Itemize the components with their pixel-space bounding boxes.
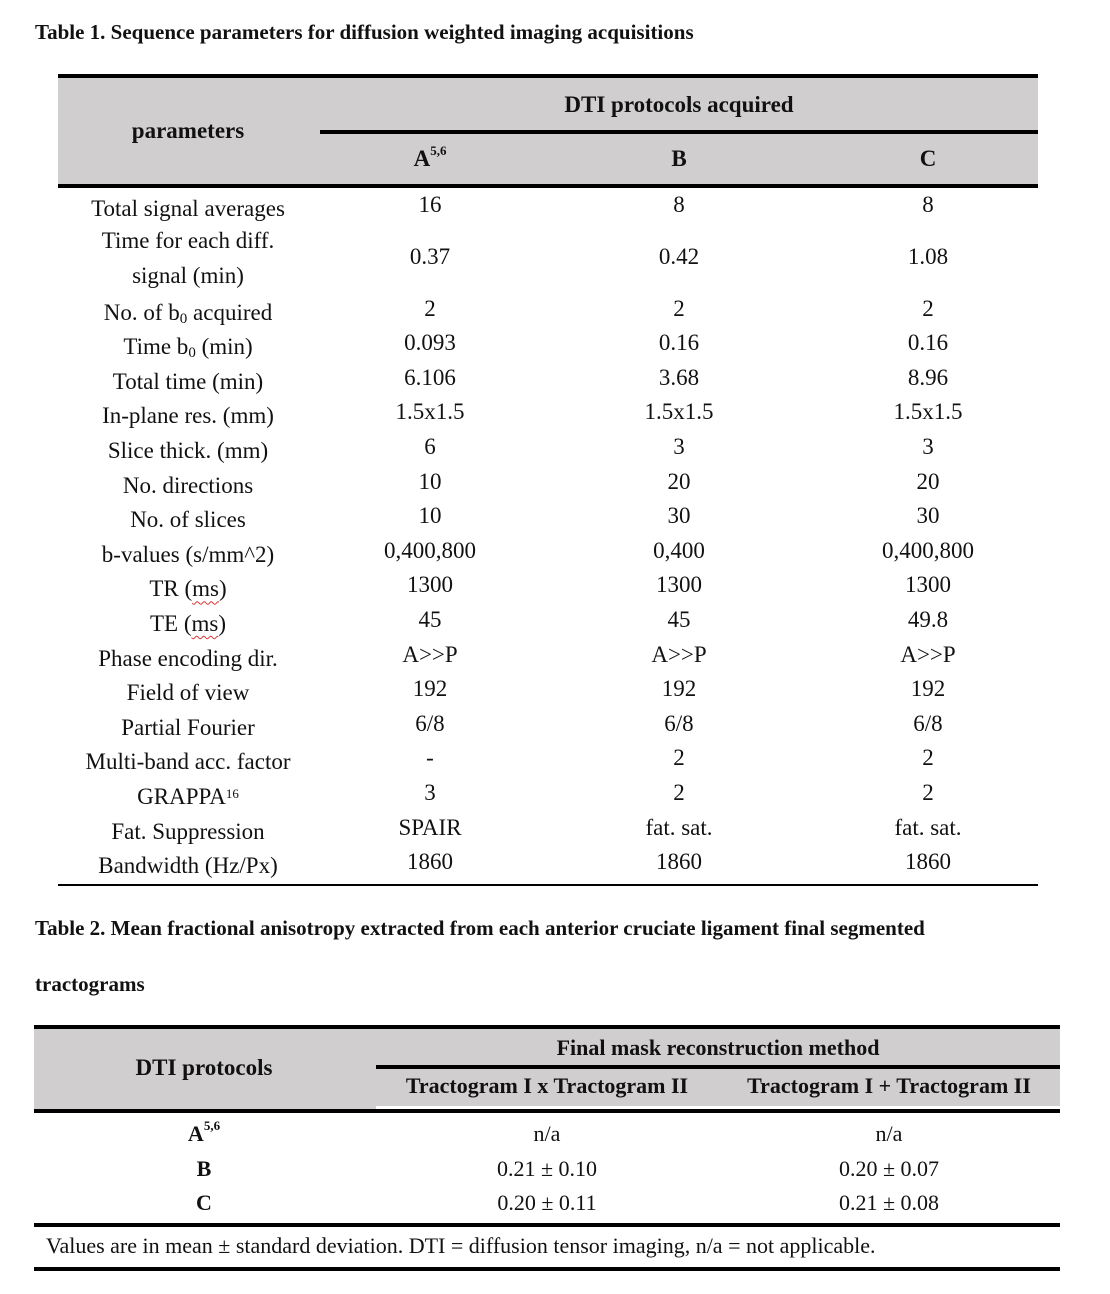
table1-body (58, 188, 1038, 886)
table2-column-header-union: Tractogram I + Tractogram II (747, 1073, 1031, 1098)
parameter-label: b-values (s/mm^2) (101, 541, 275, 567)
table1-parameter-cell (58, 503, 318, 537)
table2-protocols-header: DTI protocols (135, 1055, 273, 1080)
table2-value-cell: 0.20 ± 0.11 (497, 1190, 597, 1216)
table1-row (58, 741, 1038, 776)
table1-value-cell: 0.16 (658, 330, 700, 356)
table1-value-cell: 20 (916, 468, 940, 494)
table2-header (34, 1025, 1060, 1113)
table1-value-cell: 10 (418, 503, 442, 529)
table2-caption-continued: tractograms (35, 972, 145, 996)
parameter-label: TR ( (149, 576, 193, 602)
parameter-label: No. of slices (130, 507, 246, 533)
table1-value-cell: 1.08 (907, 243, 949, 269)
table1-row (58, 188, 1038, 223)
table1-value-cell: 6/8 (913, 710, 943, 736)
table1-value-cell: 49.8 (907, 606, 949, 632)
table1-value-cell: 192 (412, 676, 448, 702)
table1-value-cell: 1.5x1.5 (395, 399, 465, 425)
table2-value-cell: 0.20 ± 0.07 (838, 1155, 940, 1181)
table1-value-cell: 2 (673, 779, 685, 805)
parameter-label-tail: ) (218, 576, 227, 602)
table1-row (58, 223, 1038, 292)
table2-group-header: Final mask reconstruction method (556, 1035, 880, 1060)
table1-column-header-b: B (671, 146, 687, 171)
parameter-label: Time b (123, 334, 189, 360)
table1-parameter-cell (58, 192, 318, 226)
table1-value-cell: 0,400 (653, 537, 705, 563)
table1-parameter-cell (58, 538, 318, 572)
table2-column-header-intersection: Tractogram I x Tractogram II (405, 1073, 689, 1098)
table1-row (58, 361, 1038, 396)
table1-value-cell: fat. sat. (645, 814, 713, 840)
table1-value-cell: 6/8 (664, 710, 694, 736)
parameter-label: Total signal averages (91, 196, 285, 221)
table1-parameter-cell (58, 399, 318, 433)
table1-value-cell: 0,400,800 (882, 537, 974, 563)
table1-value-cell: 45 (667, 606, 691, 632)
table1-value-cell: 1860 (656, 849, 702, 875)
table1-value-cell: 8 (922, 192, 934, 217)
table2-header-divider (376, 1106, 1060, 1109)
table1-value-cell: 3 (424, 779, 436, 805)
subscript: 0 (188, 345, 196, 362)
parameter-label: Field of view (126, 680, 250, 706)
table1-value-cell: 2 (922, 779, 934, 805)
table1-value-cell: 2 (424, 295, 436, 321)
table1-value-cell: 10 (418, 468, 442, 494)
table1-value-cell: 192 (910, 676, 946, 702)
table1-value-cell: 192 (661, 676, 697, 702)
table1-parameter-cell (58, 780, 318, 814)
spellcheck-underlined-text: ms (192, 576, 219, 602)
parameter-label: Slice thick. (mm) (107, 437, 269, 463)
table1-value-cell: 0,400,800 (384, 537, 476, 563)
table1-value-cell: 1.5x1.5 (893, 399, 963, 425)
table1-parameter-cell (58, 365, 318, 399)
table1-parameter-cell (58, 572, 318, 606)
table1-value-cell: 1300 (656, 572, 702, 598)
table1-parameter-cell (58, 223, 318, 293)
table1-row (58, 465, 1038, 500)
table1-value-cell: 0.37 (409, 243, 451, 269)
table1-value-cell: 3.68 (658, 364, 700, 390)
table1-value-cell: 30 (667, 503, 691, 529)
table1-parameter-cell (58, 745, 318, 779)
table2 (34, 1025, 1060, 1271)
table1-row (58, 845, 1038, 880)
parameter-label: No. of b (103, 299, 180, 325)
table2-row (34, 1117, 1060, 1152)
table1-value-cell: 1300 (905, 572, 951, 598)
parameter-label-tail: (min) (195, 334, 253, 360)
parameter-label: Fat. Suppression (111, 818, 265, 844)
table1-value-cell: A>>P (402, 641, 458, 667)
table2-caption: Table 2. Mean fractional anisotropy extracted from each anterior cruciate ligament final segmented (35, 916, 925, 940)
table1-column-header-c: C (919, 146, 937, 171)
table1-value-cell: 8.96 (907, 364, 949, 390)
table1-column-header-a: A$^{5,6}$ (413, 143, 447, 171)
table2-footnote: Values are in mean ± standard deviation. DTI = diffusion tensor imaging, n/a = not applicable. (34, 1227, 1060, 1271)
table1-parameter-cell (58, 642, 318, 676)
table1-value-cell: SPAIR (398, 814, 462, 840)
table2-value-cell: n/a (875, 1121, 903, 1146)
table1-value-cell: A>>P (651, 641, 707, 667)
table1-parameters-header: parameters (131, 118, 245, 143)
table1-group-header: DTI protocols acquired (564, 92, 794, 117)
table1-value-cell: 16 (418, 192, 442, 217)
table1-value-cell: 0.093 (404, 330, 456, 356)
table1-value-cell: 6.106 (404, 364, 456, 390)
parameter-label: GRAPPA (137, 783, 226, 809)
table1-value-cell: 8 (673, 192, 685, 217)
table1-value-cell: 2 (673, 295, 685, 321)
table1-value-cell: 1860 (905, 849, 951, 875)
table2-value-cell: 0.21 ± 0.10 (496, 1155, 598, 1181)
table1-caption: Table 1. Sequence parameters for diffusion weighted imaging acquisitions (35, 20, 694, 44)
table1-row (58, 707, 1038, 742)
table1-value-cell: 2 (673, 745, 685, 771)
table1-value-cell: 6/8 (415, 710, 445, 736)
table1-row (58, 395, 1038, 430)
table1-value-cell: A>>P (900, 641, 956, 667)
parameter-label: Partial Fourier (121, 714, 255, 740)
parameter-label: TE ( (149, 610, 192, 636)
table1-parameter-cell (58, 434, 318, 468)
table2-group-rule (376, 1065, 1060, 1069)
table1-value-cell: 0.42 (658, 243, 700, 269)
table2-value-cell: n/a (533, 1121, 561, 1146)
table2-protocol-cell (34, 1118, 374, 1147)
table1-row (58, 292, 1038, 327)
table1-value-cell: 2 (922, 745, 934, 771)
table1-value-cell: fat. sat. (894, 814, 962, 840)
table1-value-cell: 45 (418, 606, 442, 632)
protocol-label: C (196, 1190, 212, 1216)
parameter-label: Multi-band acc. factor (85, 749, 291, 775)
table1-value-cell: 6 (424, 433, 436, 459)
table1-group-rule (320, 130, 1038, 134)
table2-value-cell: 0.21 ± 0.08 (838, 1190, 940, 1216)
parameter-label: In-plane res. (mm) (102, 403, 274, 429)
table1-value-cell: 30 (916, 503, 940, 529)
table1-value-cell: 3 (673, 433, 685, 459)
table1-row (58, 568, 1038, 603)
table1-row (58, 776, 1038, 811)
superscript: 16 (225, 785, 239, 801)
spellcheck-underlined-text: ms (191, 610, 219, 636)
protocol-label: A (187, 1121, 204, 1146)
parameter-label-tail: acquired (187, 299, 273, 325)
table1-parameter-cell (58, 849, 318, 883)
table1-value-cell: 1300 (407, 572, 453, 598)
subscript: 0 (179, 310, 188, 327)
parameter-label: Bandwidth (Hz/Px) (98, 853, 278, 879)
table1-parameter-cell (58, 607, 318, 641)
table1-row (58, 638, 1038, 673)
parameter-label-tail: ) (218, 610, 227, 636)
parameter-label: No. directions (122, 472, 254, 498)
table2-body (34, 1113, 1060, 1227)
table1-value-cell: 1860 (407, 849, 453, 875)
table1 (58, 74, 1038, 886)
table1-header (58, 74, 1038, 188)
table1-value-cell: 20 (667, 468, 691, 494)
table1-parameter-cell (58, 469, 318, 503)
table2-row (34, 1186, 1060, 1221)
table1-value-cell: 3 (922, 433, 934, 459)
table1-parameter-cell (58, 815, 318, 849)
superscript: 5,6 (203, 1118, 221, 1133)
table2-row (34, 1152, 1060, 1187)
parameter-label: Phase encoding dir. (98, 645, 278, 671)
table1-row (58, 534, 1038, 569)
parameter-label-line2: signal (min) (132, 262, 244, 288)
table1-row (58, 430, 1038, 465)
table1-row (58, 326, 1038, 361)
table1-row (58, 499, 1038, 534)
table2-protocol-cell (34, 1156, 374, 1182)
protocol-label: B (196, 1155, 212, 1181)
parameter-label: Time for each diff. (101, 227, 275, 253)
table1-value-cell: 0.16 (907, 330, 949, 356)
table1-row (58, 811, 1038, 846)
table1-parameter-cell (58, 676, 318, 710)
table1-parameter-cell (58, 711, 318, 745)
table1-row (58, 672, 1038, 707)
parameter-label: Total time (min) (112, 368, 264, 394)
table1-value-cell: 2 (922, 295, 934, 321)
table1-row (58, 603, 1038, 638)
table2-protocol-cell (34, 1190, 374, 1216)
table1-value-cell: - (426, 745, 434, 771)
table1-value-cell: 1.5x1.5 (644, 399, 714, 425)
